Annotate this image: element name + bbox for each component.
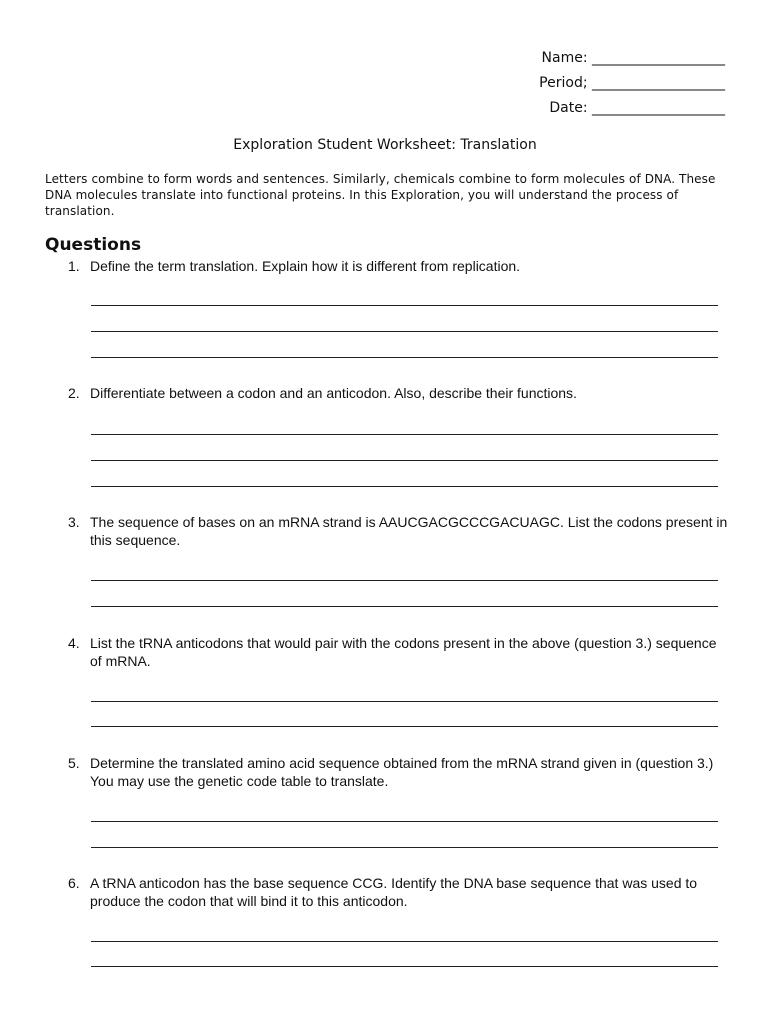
answer-line-3b[interactable]: [91, 606, 718, 607]
question-1: [68, 257, 728, 275]
answer-line-2b[interactable]: [91, 460, 718, 461]
answer-line-6b[interactable]: [91, 966, 718, 967]
question-number: 2.: [68, 385, 80, 401]
question-text: A tRNA anticodon has the base sequence CCG. Identify the DNA base sequence that was used to produce the codon that will bind it to this anticodon.: [90, 875, 698, 909]
answer-line-5b[interactable]: [91, 847, 718, 848]
question-text: List the tRNA anticodons that would pair with the codons present in the above (question 3.) sequence of mRNA.: [90, 635, 717, 669]
answer-line-5a[interactable]: [91, 821, 718, 822]
intro-paragraph: Letters combine to form words and sentences. Similarly, chemicals combine to form molecules of DNA. These DNA molecules translate into functional proteins. In this Exploration, you will understand the process of translation.: [45, 172, 716, 218]
answer-line-4b[interactable]: [91, 726, 718, 727]
answer-line-3a[interactable]: [91, 580, 718, 581]
answer-line-1c[interactable]: [91, 357, 718, 358]
question-number: 5.: [68, 755, 80, 771]
question-text: Differentiate between a codon and an anticodon. Also, describe their functions.: [90, 385, 577, 401]
student-info-fields: [539, 46, 725, 121]
answer-line-6a[interactable]: [91, 941, 718, 942]
answer-line-1b[interactable]: [91, 331, 718, 332]
answer-line-1a[interactable]: [91, 305, 718, 306]
questions-heading: Questions: [45, 235, 142, 255]
answer-line-4a[interactable]: [91, 701, 718, 702]
question-number: 1.: [68, 258, 80, 274]
question-3: [68, 513, 728, 549]
question-4: [68, 634, 728, 670]
question-2: [68, 384, 728, 402]
period-field[interactable]: Period; ___________________: [539, 75, 725, 91]
answer-line-2a[interactable]: [91, 434, 718, 435]
question-number: 3.: [68, 514, 80, 530]
question-text: Determine the translated amino acid sequence obtained from the mRNA strand given in (question 3.) You may use the genetic code table to translate.: [90, 755, 714, 789]
date-field[interactable]: Date: ___________________: [549, 100, 725, 116]
answer-line-2c[interactable]: [91, 486, 718, 487]
name-field[interactable]: Name: ___________________: [541, 50, 725, 66]
question-6: [68, 874, 728, 910]
question-text: Define the term translation. Explain how it is different from replication.: [90, 258, 521, 274]
question-number: 4.: [68, 635, 80, 651]
question-5: [68, 754, 728, 790]
worksheet-title: Exploration Student Worksheet: Translation: [233, 137, 537, 153]
question-number: 6.: [68, 875, 80, 891]
question-text: The sequence of bases on an mRNA strand is AAUCGACGCCCGACUAGC. List the codons present in this sequence.: [90, 514, 728, 548]
